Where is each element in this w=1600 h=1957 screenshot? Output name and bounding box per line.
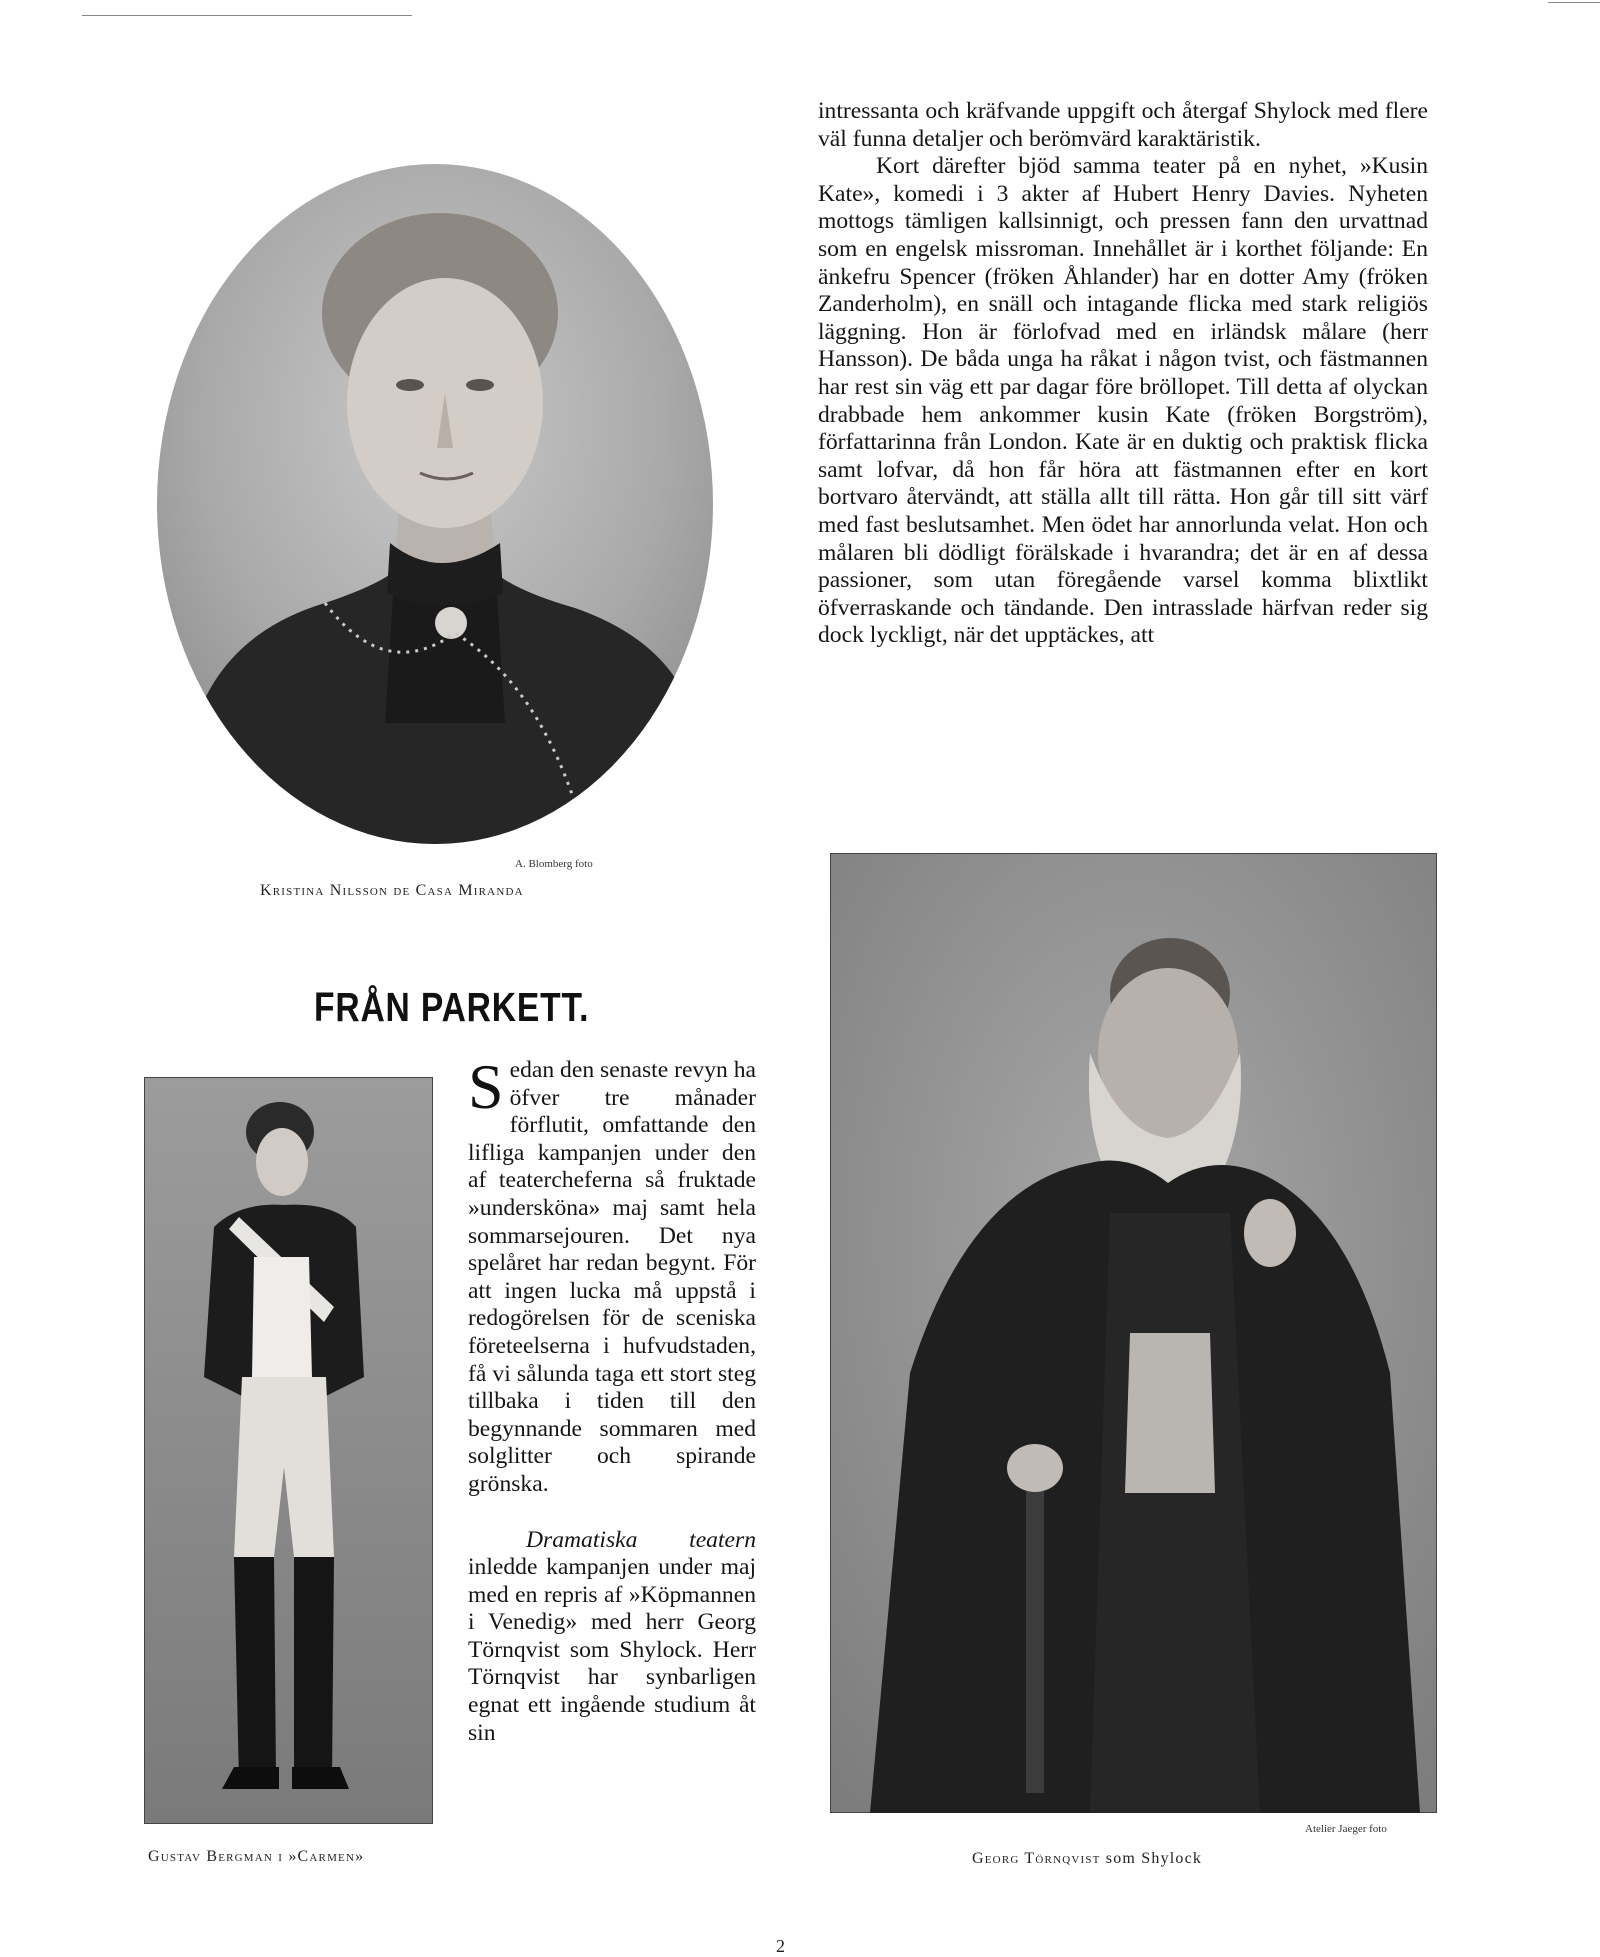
page-number: 2 bbox=[776, 1936, 785, 1956]
right-paragraph-1: intressanta och kräfvande uppgift och återgaf Shylock med flere väl funna detaljer och berömvärd karaktäristik. bbox=[818, 98, 1428, 152]
article-title: FRÅN PARKETT. bbox=[314, 984, 590, 1030]
georg-tornqvist-credit: Atelier Jaeger foto bbox=[1305, 1823, 1387, 1835]
gustav-bergman-photo bbox=[144, 1077, 433, 1824]
dropcap-letter: S bbox=[468, 1057, 504, 1122]
article-paragraph-1-text: edan den senaste revyn ha öfver tre månader förflutit, omfattande den lifliga kampanjen under den af teatercheferna så fruktade »undersköna» maj samt hela sommarsejouren. Det nya spelåret har redan begynt. För att ingen lucka må uppstå i redogörelsen för de sceniska företeelserna i hufvudstaden, få vi sålunda taga ett stort steg tillbaka i tiden till den begynnande sommaren med solglitter och spirande grönska. bbox=[468, 1057, 756, 1497]
article-paragraph-2-text: inledde kampanjen under maj med en repris af »Köpmannen i Venedig» med herr Georg Törnqvist som Shylock. Herr Törnqvist har synbarligen egnat ett ingående studium åt sin bbox=[468, 1554, 756, 1746]
georg-tornqvist-caption-rest: som Shylock bbox=[1100, 1850, 1203, 1867]
article-paragraph-1 bbox=[468, 1057, 756, 1499]
theatre-name: Dramatiska teatern bbox=[526, 1526, 756, 1553]
article-text bbox=[468, 1057, 756, 1862]
right-column-text bbox=[818, 98, 1428, 802]
portrait-caption: Kristina Nilsson de Casa Miranda bbox=[260, 882, 524, 899]
article-paragraph-2 bbox=[468, 1527, 756, 1748]
georg-tornqvist-photo bbox=[830, 853, 1437, 1813]
georg-tornqvist-caption-name: Georg Törnqvist bbox=[972, 1850, 1101, 1867]
portrait-photo-credit: A. Blomberg foto bbox=[515, 858, 593, 870]
top-rule-right bbox=[1548, 2, 1600, 3]
georg-tornqvist-caption bbox=[972, 1850, 1202, 1868]
top-rule-left bbox=[82, 15, 412, 16]
portrait-photo-oval bbox=[155, 163, 715, 846]
gustav-bergman-caption: Gustav Bergman i »Carmen» bbox=[148, 1848, 365, 1865]
right-paragraph-2: Kort därefter bjöd samma teater på en nyhet, »Kusin Kate», komedi i 3 akter af Hubert Henry Davies. Nyheten mottogs tämligen kallsinnigt, och pressen fann den urvattnad som en engelsk missroman. Innehållet är i korthet följande: En änkefru Spencer (fröken Åhlander) har en dotter Amy (fröken Zanderholm), en snäll och intagande flicka med stark religiös läggning. Hon är förlofvad med en irländsk målare (herr Hansson). De båda unga ha råkat i någon tvist, och fästmannen har rest sin väg ett par dagar före bröllopet. Till detta af olyckan drabbade hem ankommer kusin Kate (fröken Borgström), författarinna från London. Kate är en duktig och praktisk flicka samt lofvar, då hon får höra att fästmannen efter en kort bortvaro återvändt, att ställa allt till rätta. Hon går till sitt värf med fast beslutsamhet. Men ödet har annorlunda velat. Hon och målaren bli dödligt förälskade i hvarandra; det är en af dessa passioner, som utan föregående varsel komma blixtlikt öfverraskande och tändande. Den intrasslade härfvan reder sig dock lyckligt, när det upptäckes, att bbox=[818, 153, 1428, 649]
